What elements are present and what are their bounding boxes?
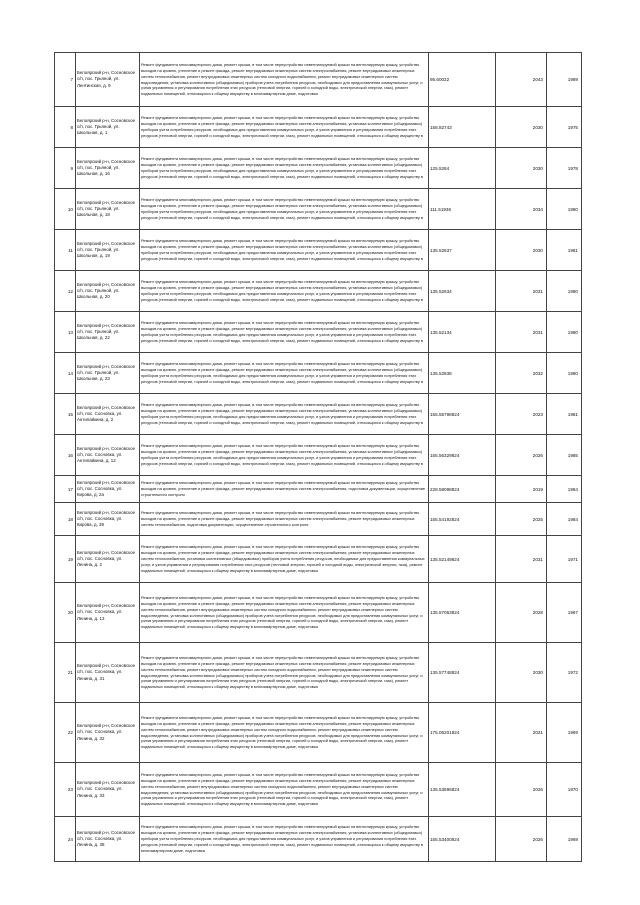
address-cell: Белоярский р-н, Сосновское с/п, пос. Грьяной, ул. Школьная, д. 20 (76, 271, 140, 312)
works-description-cell: Ремонт фундамента многоквартирного дома, ремонт крыши, в том числе переустройство невентилируемой крыши на вентилируемую крышу, устройство выходов на кровлю, утепление и ремонт фасада, ремонт внутридомовых инженерных систем электроснабжения, установка коллективных (общедомовых) приборов учета потребления ресурсов, необходимых для предоставления коммунальных услуг, и узлов управления и регулирования потребления этих ресурсов (тепловой энергии, горячей и холодной воды, электрической энергии, газа), ремонт подвальных помещений, относящихся к общему имуществу в (140, 271, 429, 312)
works-description-cell: Ремонт фундамента многоквартирного дома, ремонт крыши, в том числе переустройство невентилируемой крыши на вентилируемую крышу, устройство выходов на кровлю, утепление и ремонт фасада, ремонт внутридомовых инженерных систем электроснабжения, установка коллективных (общедомовых) приборов учета потребления ресурсов, необходимых для предоставления коммунальных услуг, и узлов управления и регулирования потребления этих ресурсов (тепловой энергии, горячей и холодной воды, электрической энергии, газа), ремонт подвальных помещений, относящихся к общему имуществу в (140, 148, 429, 189)
address-cell: Белоярский р-н, Сосновское с/п, пос. Сосновка, ул. Ленина, д. 13 (76, 583, 140, 643)
address-cell: Белоярский р-н, Сосновское с/п, пос. Сосновка, ул. Ленина, д. 2 (76, 536, 140, 583)
row-number-cell: 14 (55, 353, 76, 394)
address-cell: Белоярский р-н, Сосновское с/п, пос. Сосновка, ул. Кирова, д. 39 (76, 503, 140, 536)
build-year-cell: 1975 (547, 107, 582, 148)
address-cell: Белоярский р-н, Сосновское с/п, пос. Грьяной, ул. Школьная, д. 23 (76, 353, 140, 394)
works-description-cell: Ремонт фундамента многоквартирного дома, ремонт крыши, в том числе переустройство невентилируемой крыши на вентилируемую крышу, устройство выходов на кровлю, утепление и ремонт фасада, ремонт внутридомовых инженерных систем электроснабжения, ремонт внутридомовых инженерных систем теплоснабжения, подготовка документации, осуществление строительного контроля (140, 503, 429, 536)
address-cell: Белоярский р-н, Сосновское с/п, пос. Грьяной, ул. Школьная, д. 19 (76, 230, 140, 271)
table-row (55, 312, 582, 353)
table-row (55, 643, 582, 703)
address-cell: Белоярский р-н, Сосновское с/п, пос. Грьяной, ул. Школьная, д. 1 (76, 107, 140, 148)
build-year-cell: 1971 (547, 536, 582, 583)
table-row (55, 189, 582, 230)
works-description-cell: Ремонт фундамента многоквартирного дома, ремонт крыши, в том числе переустройство невентилируемой крыши на вентилируемую крышу, устройство выходов на кровлю, утепление и ремонт фасада, ремонт внутридомовых инженерных систем электроснабжения, ремонт внутридомовых инженерных систем теплоснабжения, ремонт внутридомовых инженерных систем холодного водоснабжения, ремонт внутридомовых инженерных систем водоотведения, установка коллективных (общедомовых) приборов учета потребления ресурсов, необходимых для предоставления коммунальных услуг, и узлов управления и регулирования потребления этих ресурсов (тепловой энергии, горячей и холодной воды, электрической энергии, газа), ремонт подвальных помещений, относящихся к общему имуществу в многоквартирном доме, подготовка (140, 53, 429, 107)
cost-cell: 158.82743 (429, 107, 496, 148)
works-description-cell: Ремонт фундамента многоквартирного дома, ремонт крыши, в том числе переустройство невентилируемой крыши на вентилируемую крышу, устройство выходов на кровлю, утепление и ремонт фасада, ремонт внутридомовых инженерных систем электроснабжения, установка коллективных (общедомовых) приборов учета потребления ресурсов, необходимых для предоставления коммунальных услуг, и узлов управления и регулирования потребления этих ресурсов (тепловой энергии, горячей и холодной воды, электрической энергии, газа), ремонт подвальных помещений, относящихся к общему имуществу в (140, 394, 429, 435)
cost-cell: 135.53596824 (429, 763, 496, 817)
row-number-cell: 16 (55, 435, 76, 476)
table-row (55, 817, 582, 862)
build-year-cell: 1970 (547, 763, 582, 817)
row-number-cell: 7 (55, 53, 76, 107)
build-year-cell: 1985 (547, 435, 582, 476)
planned-year-cell: 2028 (496, 583, 547, 643)
row-number-cell: 8 (55, 107, 76, 148)
row-number-cell: 17 (55, 476, 76, 503)
cost-cell: 135.52637 (429, 230, 496, 271)
table-row (55, 394, 582, 435)
row-number-cell: 22 (55, 703, 76, 763)
address-cell: Белоярский р-н, Сосновское с/п, пос. Сосновка, ул. Ленина, д. 31 (76, 643, 140, 703)
row-number-cell: 19 (55, 536, 76, 583)
cost-cell: 135.57748824 (429, 643, 496, 703)
works-description-cell: Ремонт фундамента многоквартирного дома, ремонт крыши, в том числе переустройство невентилируемой крыши на вентилируемую крышу, устройство выходов на кровлю, утепление и ремонт фасада, ремонт внутридомовых инженерных систем электроснабжения, ремонт внутридомовых инженерных систем теплоснабжения, ремонт внутридомовых инженерных систем холодного водоснабжения, ремонт внутридомовых инженерных систем водоотведения, установка коллективных (общедомовых) приборов учета потребления ресурсов, необходимых для предоставления коммунальных услуг, и узлов управления и регулирования потребления этих ресурсов (тепловой энергии, горячей и холодной воды, электрической энергии, газа), ремонт подвальных помещений, относящихся к общему имуществу в многоквартирном доме, подготовка (140, 643, 429, 703)
cost-cell: 155.56329824 (429, 435, 496, 476)
cost-cell: 135.57063824 (429, 583, 496, 643)
address-cell: Белоярский р-н, Сосновское с/п, пос. Сосновка, ул. Кирова, д. 2а (76, 476, 140, 503)
table-row (55, 503, 582, 536)
cost-cell: 125.5284 (429, 148, 496, 189)
planned-year-cell: 2030 (496, 148, 547, 189)
cost-cell: 135.52634 (429, 271, 496, 312)
planned-year-cell: 2026 (496, 817, 547, 862)
cost-cell: 135.52134 (429, 312, 496, 353)
build-year-cell: 1984 (547, 476, 582, 503)
works-description-cell: Ремонт фундамента многоквартирного дома, ремонт крыши, в том числе переустройство невентилируемой крыши на вентилируемую крышу, устройство выходов на кровлю, утепление и ремонт фасада, ремонт внутридомовых инженерных систем электроснабжения, подготовка документации, осуществление строительного контроля (140, 476, 429, 503)
build-year-cell: 1969 (547, 817, 582, 862)
works-description-cell: Ремонт фундамента многоквартирного дома, ремонт крыши, в том числе переустройство невентилируемой крыши на вентилируемую крышу, устройство выходов на кровлю, утепление и ремонт фасада, ремонт внутридомовых инженерных систем электроснабжения, ремонт внутридомовых инженерных систем теплоснабжения, ремонт внутридомовых инженерных систем холодного водоснабжения, ремонт внутридомовых инженерных систем водоотведения, установка коллективных (общедомовых) приборов учета потребления ресурсов, необходимых для предоставления коммунальных услуг, и узлов управления и регулирования потребления этих ресурсов (тепловой энергии, горячей и холодной воды, электрической энергии, газа), ремонт подвальных помещений, относящихся к общему имуществу в многоквартирном доме, подготовка (140, 763, 429, 817)
build-year-cell: 1969 (547, 703, 582, 763)
build-year-cell: 1978 (547, 148, 582, 189)
table-row (55, 53, 582, 107)
table-row (55, 583, 582, 643)
planned-year-cell: 2019 (496, 476, 547, 503)
row-number-cell: 12 (55, 271, 76, 312)
row-number-cell: 18 (55, 503, 76, 536)
table-row (55, 703, 582, 763)
build-year-cell: 1972 (547, 643, 582, 703)
works-description-cell: Ремонт фундамента многоквартирного дома, ремонт крыши, в том числе переустройство невентилируемой крыши на вентилируемую крышу, устройство выходов на кровлю, утепление и ремонт фасада, ремонт внутридомовых инженерных систем электроснабжения, ремонт внутридомовых инженерных систем теплоснабжения, ремонт внутридомовых инженерных систем холодного водоснабжения, ремонт внутридомовых инженерных систем водоотведения, установка коллективных (общедомовых) приборов учета потребления ресурсов, необходимых для предоставления коммунальных услуг, и узлов управления и регулирования потребления этих ресурсов (тепловой энергии, горячей и холодной воды, электрической энергии, газа), ремонт подвальных помещений, относящихся к общему имуществу в многоквартирном доме, подготовка (140, 703, 429, 763)
address-cell: Белоярский р-н, Сосновское с/п, пос. Сосновка, ул. Ленина, д. 33 (76, 763, 140, 817)
address-cell: Белоярский р-н, Сосновское с/п, пос. Сосновка, ул. Антипайкина, д. 12 (76, 435, 140, 476)
build-year-cell: 1980 (547, 353, 582, 394)
cost-cell: 155.53400824 (429, 817, 496, 862)
row-number-cell: 20 (55, 583, 76, 643)
planned-year-cell: 2031 (496, 312, 547, 353)
cost-cell: 155.55798824 (429, 394, 496, 435)
build-year-cell: 1967 (547, 583, 582, 643)
planned-year-cell: 2030 (496, 643, 547, 703)
planned-year-cell: 2026 (496, 435, 547, 476)
row-number-cell: 10 (55, 189, 76, 230)
build-year-cell: 1984 (547, 503, 582, 536)
build-year-cell: 1981 (547, 230, 582, 271)
table-row (55, 353, 582, 394)
table-row (55, 476, 582, 503)
planned-year-cell: 2031 (496, 271, 547, 312)
address-cell: Белоярский р-н, Сосновское с/п, пос. Сосновка, ул. Ленина, д. 38 (76, 817, 140, 862)
table-row (55, 271, 582, 312)
row-number-cell: 21 (55, 643, 76, 703)
cost-cell: 95.60022 (429, 53, 496, 107)
address-cell: Белоярский р-н, Сосновское с/п, пос. Грьяной, ул. Лентинская, д. 9 (76, 53, 140, 107)
cost-cell: 175.06201824 (429, 703, 496, 763)
build-year-cell: 1989 (547, 53, 582, 107)
works-description-cell: Ремонт фундамента многоквартирного дома, ремонт крыши, в том числе переустройство невентилируемой крыши на вентилируемую крышу, устройство выходов на кровлю, утепление и ремонт фасада, ремонт внутридомовых инженерных систем электроснабжения, ремонт внутридомовых инженерных систем теплоснабжения, установка коллективных (общедомовых) приборов учета потребления ресурсов, необходимых для предоставления коммунальных услуг, и узлов управления и регулирования потребления этих ресурсов (тепловой энергии, горячей и холодной воды, электрической энергии, газа), ремонт подвальных помещений, относящихся к общему имуществу в многоквартирном доме, подготовка (140, 536, 429, 583)
planned-year-cell: 2032 (496, 353, 547, 394)
document-page (54, 52, 576, 862)
works-description-cell: Ремонт фундамента многоквартирного дома, ремонт крыши, в том числе переустройство невентилируемой крыши на вентилируемую крышу, устройство выходов на кровлю, утепление и ремонт фасада, ремонт внутридомовых инженерных систем электроснабжения, установка коллективных (общедомовых) приборов учета потребления ресурсов, необходимых для предоставления коммунальных услуг, и узлов управления и регулирования потребления этих ресурсов (тепловой энергии, горячей и холодной воды, электрической энергии, газа), ремонт подвальных помещений, относящихся к общему имуществу в (140, 189, 429, 230)
planned-year-cell: 2026 (496, 763, 547, 817)
address-cell: Белоярский р-н, Сосновское с/п, пос. Грьяной, ул. Школьная, д. 16 (76, 148, 140, 189)
planned-year-cell: 2021 (496, 703, 547, 763)
planned-year-cell: 2030 (496, 230, 547, 271)
planned-year-cell: 2034 (496, 189, 547, 230)
planned-year-cell: 2043 (496, 53, 547, 107)
row-number-cell: 15 (55, 394, 76, 435)
table-row (55, 763, 582, 817)
address-cell: Белоярский р-н, Сосновское с/п, пос. Грьяной, ул. Школьная, д. 18 (76, 189, 140, 230)
planned-year-cell: 2023 (496, 394, 547, 435)
cost-cell: 155.54192824 (429, 503, 496, 536)
cost-cell: 228.58098824 (429, 476, 496, 503)
works-description-cell: Ремонт фундамента многоквартирного дома, ремонт крыши, в том числе переустройство невентилируемой крыши на вентилируемую крышу, устройство выходов на кровлю, утепление и ремонт фасада, ремонт внутридомовых инженерных систем электроснабжения, установка коллективных (общедомовых) приборов учета потребления ресурсов, необходимых для предоставления коммунальных услуг, и узлов управления и регулирования потребления этих ресурсов (тепловой энергии, горячей и холодной воды, электрической энергии, газа), ремонт подвальных помещений, относящихся к общему имуществу в (140, 107, 429, 148)
works-description-cell: Ремонт фундамента многоквартирного дома, ремонт крыши, в том числе переустройство невентилируемой крыши на вентилируемую крышу, устройство выходов на кровлю, утепление и ремонт фасада, ремонт внутридомовых инженерных систем электроснабжения, установка коллективных (общедомовых) приборов учета потребления ресурсов, необходимых для предоставления коммунальных услуг, и узлов управления и регулирования потребления этих ресурсов (тепловой энергии, горячей и холодной воды, электрической энергии, газа), ремонт подвальных помещений, относящихся к общему имуществу в (140, 435, 429, 476)
works-description-cell: Ремонт фундамента многоквартирного дома, ремонт крыши, в том числе переустройство невентилируемой крыши на вентилируемую крышу, устройство выходов на кровлю, утепление и ремонт фасада, ремонт внутридомовых инженерных систем электроснабжения, ремонт внутридомовых инженерных систем теплоснабжения, ремонт внутридомовых инженерных систем холодного водоснабжения, ремонт внутридомовых инженерных систем водоотведения, установка коллективных (общедомовых) приборов учета потребления ресурсов, необходимых для предоставления коммунальных услуг, и узлов управления и регулирования потребления этих ресурсов (тепловой энергии, горячей и холодной воды, электрической энергии, газа), ремонт подвальных помещений, относящихся к общему имуществу в многоквартирном доме, подготовка (140, 583, 429, 643)
table-row (55, 107, 582, 148)
planned-year-cell: 2025 (496, 503, 547, 536)
address-cell: Белоярский р-н, Сосновское с/п, пос. Сосновка, ул. Антипайкина, д. 2 (76, 394, 140, 435)
build-year-cell: 1980 (547, 312, 582, 353)
address-cell: Белоярский р-н, Сосновское с/п, пос. Сосновка, ул. Ленина, д. 32 (76, 703, 140, 763)
cost-cell: 135.52838 (429, 353, 496, 394)
row-number-cell: 13 (55, 312, 76, 353)
row-number-cell: 23 (55, 763, 76, 817)
works-description-cell: Ремонт фундамента многоквартирного дома, ремонт крыши, в том числе переустройство невентилируемой крыши на вентилируемую крышу, устройство выходов на кровлю, утепление и ремонт фасада, ремонт внутридомовых инженерных систем электроснабжения, установка коллективных (общедомовых) приборов учета потребления ресурсов, необходимых для предоставления коммунальных услуг, и узлов управления и регулирования потребления этих ресурсов (тепловой энергии, горячей и холодной воды, электрической энергии, газа), ремонт подвальных помещений, относящихся к общему имуществу в (140, 353, 429, 394)
capital-repair-table (54, 52, 582, 862)
planned-year-cell: 2031 (496, 536, 547, 583)
cost-cell: 135.52149824 (429, 536, 496, 583)
works-description-cell: Ремонт фундамента многоквартирного дома, ремонт крыши, в том числе переустройство невентилируемой крыши на вентилируемую крышу, устройство выходов на кровлю, утепление и ремонт фасада, ремонт внутридомовых инженерных систем электроснабжения, установка коллективных (общедомовых) приборов учета потребления ресурсов, необходимых для предоставления коммунальных услуг, и узлов управления и регулирования потребления этих ресурсов (тепловой энергии, горячей и холодной воды, электрической энергии, газа), ремонт подвальных помещений, относящихся к общему имуществу в многоквартирном доме, подготовка (140, 817, 429, 862)
works-description-cell: Ремонт фундамента многоквартирного дома, ремонт крыши, в том числе переустройство невентилируемой крыши на вентилируемую крышу, устройство выходов на кровлю, утепление и ремонт фасада, ремонт внутридомовых инженерных систем электроснабжения, установка коллективных (общедомовых) приборов учета потребления ресурсов, необходимых для предоставления коммунальных услуг, и узлов управления и регулирования потребления этих ресурсов (тепловой энергии, горячей и холодной воды, электрической энергии, газа), ремонт подвальных помещений, относящихся к общему имуществу в (140, 312, 429, 353)
row-number-cell: 24 (55, 817, 76, 862)
build-year-cell: 1981 (547, 394, 582, 435)
cost-cell: 111.51936 (429, 189, 496, 230)
table-row (55, 148, 582, 189)
address-cell: Белоярский р-н, Сосновское с/п, пос. Грьяной, ул. Школьная, д. 22 (76, 312, 140, 353)
table-row (55, 536, 582, 583)
works-description-cell: Ремонт фундамента многоквартирного дома, ремонт крыши, в том числе переустройство невентилируемой крыши на вентилируемую крышу, устройство выходов на кровлю, утепление и ремонт фасада, ремонт внутридомовых инженерных систем электроснабжения, установка коллективных (общедомовых) приборов учета потребления ресурсов, необходимых для предоставления коммунальных услуг, и узлов управления и регулирования потребления этих ресурсов (тепловой энергии, горячей и холодной воды, электрической энергии, газа), ремонт подвальных помещений, относящихся к общему имуществу в (140, 230, 429, 271)
table-row (55, 230, 582, 271)
row-number-cell: 9 (55, 148, 76, 189)
build-year-cell: 1980 (547, 271, 582, 312)
table-row (55, 435, 582, 476)
planned-year-cell: 2030 (496, 107, 547, 148)
row-number-cell: 11 (55, 230, 76, 271)
table-body (55, 53, 582, 862)
build-year-cell: 1980 (547, 189, 582, 230)
